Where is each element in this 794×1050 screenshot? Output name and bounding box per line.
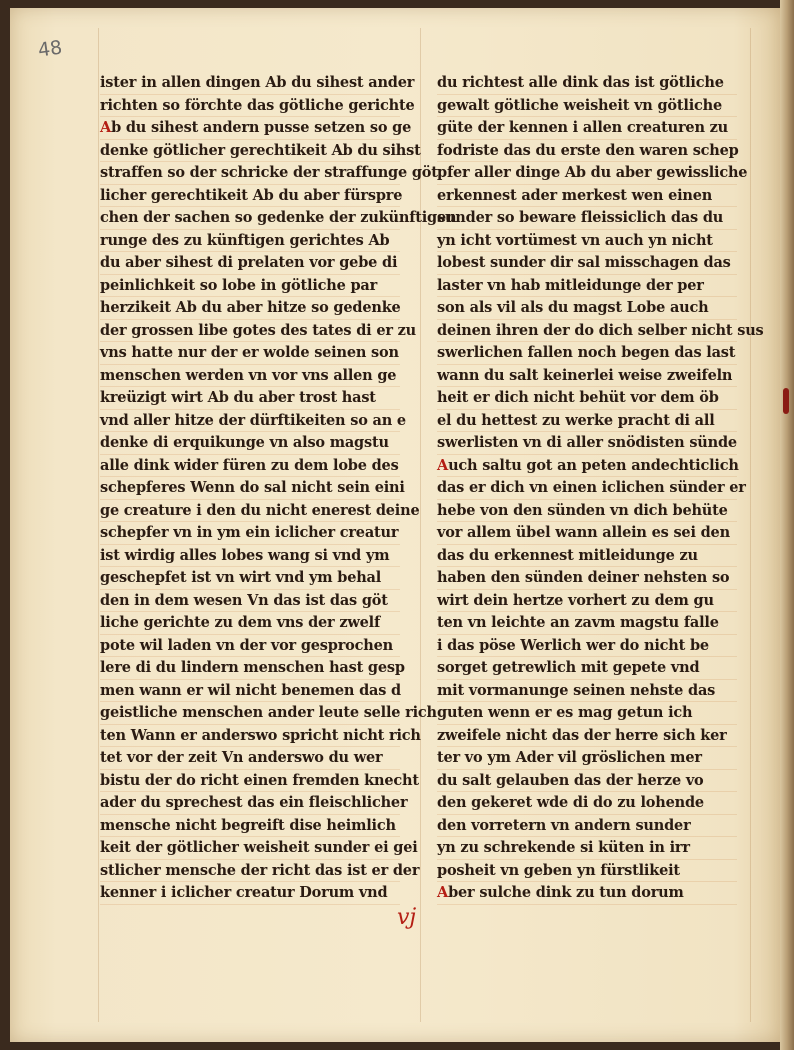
text-line: den vorretern vn andern sunder bbox=[437, 815, 737, 838]
text-line: licher gerechtikeit Ab du aber fürspre bbox=[100, 185, 400, 208]
text-line: vor allem übel wann allein es sei den bbox=[437, 522, 737, 545]
text-line: Ab du sihest andern pusse setzen so ge bbox=[100, 117, 400, 140]
text-line: menschen werden vn vor vns allen ge bbox=[100, 365, 400, 388]
text-line: yn icht vortümest vn auch yn nicht bbox=[437, 230, 737, 253]
text-line: ge creature i den du nicht enerest deine bbox=[100, 500, 400, 523]
text-line: hebe von den sünden vn dich behüte bbox=[437, 500, 737, 523]
text-line: sunder so beware fleissiclich das du bbox=[437, 207, 737, 230]
rubricated-initial: A bbox=[437, 456, 449, 474]
text-line: den gekeret wde di do zu lohende bbox=[437, 792, 737, 815]
text-line: lere di du lindern menschen hast gesp bbox=[100, 657, 400, 680]
text-line: pote wil laden vn der vor gesprochen bbox=[100, 635, 400, 658]
text-line: denke di erquikunge vn also magstu bbox=[100, 432, 400, 455]
text-line: herzikeit Ab du aber hitze so gedenke bbox=[100, 297, 400, 320]
text-line: schepfer vn in ym ein iclicher creatur bbox=[100, 522, 400, 545]
text-line: chen der sachen so gedenke der zukünftigen bbox=[100, 207, 400, 230]
text-line: keit der götlicher weisheit sunder ei gei bbox=[100, 837, 400, 860]
text-line: du richtest alle dink das ist götliche bbox=[437, 72, 737, 95]
text-line: ister in allen dingen Ab du sihest ander bbox=[100, 72, 400, 95]
text-line: pfer aller dinge Ab du aber gewissliche bbox=[437, 162, 737, 185]
text-line: ten Wann er anderswo spricht nicht rich bbox=[100, 725, 400, 748]
left-text-column bbox=[100, 72, 457, 905]
text-line: gewalt götliche weisheit vn götliche bbox=[437, 95, 737, 118]
text-line: geistliche menschen ander leute selle rich bbox=[100, 702, 400, 725]
red-edge-mark bbox=[783, 388, 789, 414]
right-text-column bbox=[437, 72, 764, 905]
text-line: ter vo ym Ader vil gröslichen mer bbox=[437, 747, 737, 770]
text-line: denke götlicher gerechtikeit Ab du sihst bbox=[100, 140, 400, 163]
text-line: straffen so der schricke der straffunge göt bbox=[100, 162, 400, 185]
folio-number: 48 bbox=[36, 36, 64, 62]
page-edge bbox=[780, 0, 794, 1050]
text-line: wann du salt keinerlei weise zweifeln bbox=[437, 365, 737, 388]
text-line: schepferes Wenn do sal nicht sein eini bbox=[100, 477, 400, 500]
text-line: du aber sihest di prelaten vor gebe di bbox=[100, 252, 400, 275]
text-line: richten so förchte das götliche gerichte bbox=[100, 95, 400, 118]
text-line: ist wirdig alles lobes wang si vnd ym bbox=[100, 545, 400, 568]
text-line: bistu der do richt einen fremden knecht bbox=[100, 770, 400, 793]
text-line: das du erkennest mitleidunge zu bbox=[437, 545, 737, 568]
text-line: posheit vn geben yn fürstlikeit bbox=[437, 860, 737, 883]
text-line: mensche nicht begreift dise heimlich bbox=[100, 815, 400, 838]
rubricated-initial: A bbox=[437, 884, 449, 901]
text-line: peinlichkeit so lobe in götliche par bbox=[100, 275, 400, 298]
text-line: guten wenn er es mag getun ich bbox=[437, 702, 737, 725]
text-line: erkennest ader merkest wen einen bbox=[437, 185, 737, 208]
text-line: ader du sprechest das ein fleischlicher bbox=[100, 792, 400, 815]
text-line: kreüzigt wirt Ab du aber trost hast bbox=[100, 387, 400, 410]
rubricated-initial: A bbox=[100, 119, 112, 136]
text-line: der grossen libe gotes des tates di er zu bbox=[100, 320, 400, 343]
text-line: lobest sunder dir sal misschagen das bbox=[437, 252, 737, 275]
text-line: laster vn hab mitleidunge der per bbox=[437, 275, 737, 298]
text-line: liche gerichte zu dem vns der zwelf bbox=[100, 612, 400, 635]
text-line: Aber sulche dink zu tun dorum bbox=[437, 882, 737, 905]
text-line: vns hatte nur der er wolde seinen son bbox=[100, 342, 400, 365]
text-line: güte der kennen i allen creaturen zu bbox=[437, 117, 737, 140]
catchword: vj bbox=[397, 905, 417, 930]
text-line: men wann er wil nicht benemen das d bbox=[100, 680, 400, 703]
ruling-line-left bbox=[98, 28, 99, 1022]
text-line: du salt gelauben das der herze vo bbox=[437, 770, 737, 793]
text-line: ten vn leichte an zavm magstu falle bbox=[437, 612, 737, 635]
text-line: sorget getrewlich mit gepete vnd bbox=[437, 657, 737, 680]
text-line: son als vil als du magst Lobe auch bbox=[437, 297, 737, 320]
text-line: runge des zu künftigen gerichtes Ab bbox=[100, 230, 400, 253]
text-line: wirt dein hertze vorhert zu dem gu bbox=[437, 590, 737, 613]
text-line: das er dich vn einen iclichen sünder er bbox=[437, 477, 737, 500]
text-line: fodriste das du erste den waren schep bbox=[437, 140, 737, 163]
text-line: mit vormanunge seinen nehste das bbox=[437, 680, 737, 703]
text-line: geschepfet ist vn wirt vnd ym behal bbox=[100, 567, 400, 590]
text-line: Auch saltu got an peten andechticlich bbox=[437, 455, 737, 478]
text-line: yn zu schrekende si küten in irr bbox=[437, 837, 737, 860]
text-line: alle dink wider füren zu dem lobe des bbox=[100, 455, 400, 478]
text-line: tet vor der zeit Vn anderswo du wer bbox=[100, 747, 400, 770]
text-line: stlicher mensche der richt das ist er der bbox=[100, 860, 400, 883]
text-line: zweifele nicht das der herre sich ker bbox=[437, 725, 737, 748]
ruling-line-right bbox=[750, 28, 751, 1022]
text-line: haben den sünden deiner nehsten so bbox=[437, 567, 737, 590]
text-line: i das pöse Werlich wer do nicht be bbox=[437, 635, 737, 658]
text-line: deinen ihren der do dich selber nicht sus bbox=[437, 320, 737, 343]
text-line: heit er dich nicht behüt vor dem öb bbox=[437, 387, 737, 410]
text-line: swerlichen fallen noch begen das last bbox=[437, 342, 737, 365]
text-line: kenner i iclicher creatur Dorum vnd bbox=[100, 882, 400, 905]
text-line: vnd aller hitze der dürftikeiten so an e bbox=[100, 410, 400, 433]
text-line: el du hettest zu werke pracht di all bbox=[437, 410, 737, 433]
text-line: swerlisten vn di aller snödisten sünde bbox=[437, 432, 737, 455]
text-line: den in dem wesen Vn das ist das göt bbox=[100, 590, 400, 613]
